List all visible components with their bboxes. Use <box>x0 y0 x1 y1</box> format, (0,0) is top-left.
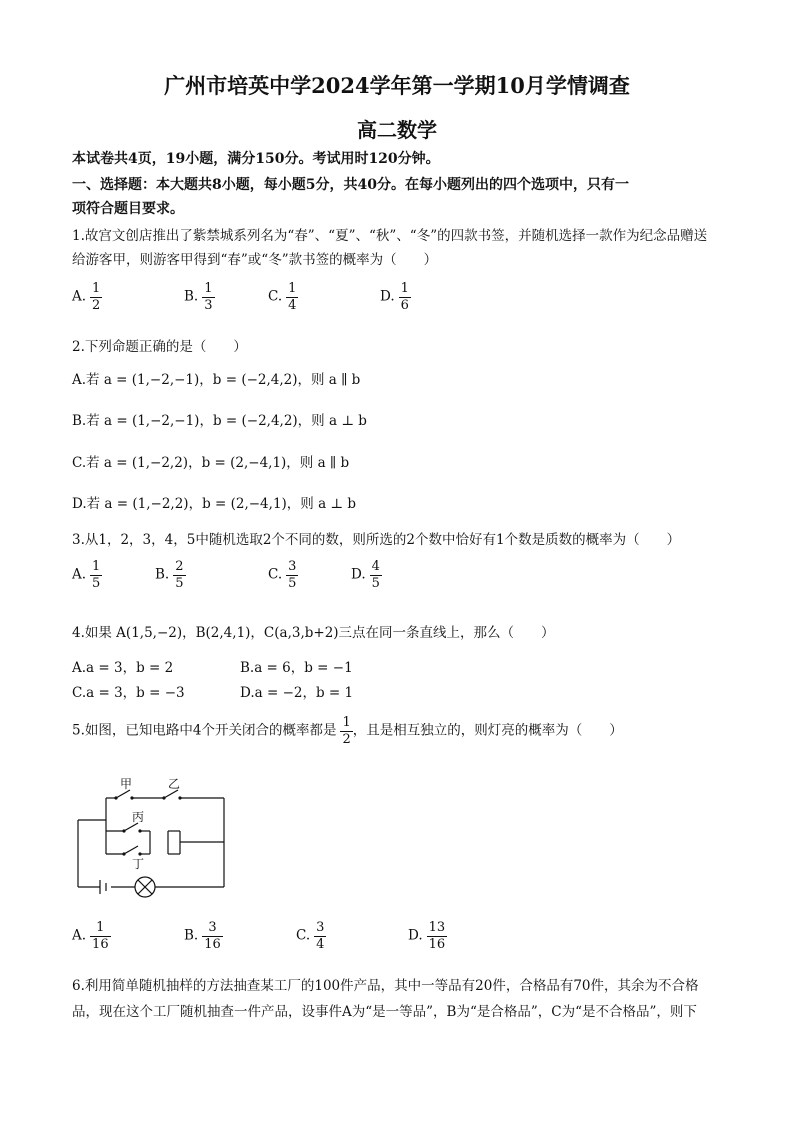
q5-option-d[interactable]: D. $\frac{13}{16}$ <box>408 920 446 952</box>
q5-option-a[interactable]: A. $\frac{1}{16}$ <box>72 920 109 952</box>
switch-label-ding: 丁 <box>132 857 145 871</box>
q6-stem-line2: 品，现在这个工厂随机抽查一件产品，设事件A为“是一等品”，B为“是合格品”，C为“是不合格品”，则下 <box>72 1004 697 1020</box>
q2-option-a[interactable]: A.若 a = (1,−2,−1)，b = (−2,4,2)，则 a ∥ b <box>72 372 361 388</box>
fraction: $\frac{1}{2}$ <box>92 281 101 313</box>
q4-option-b[interactable]: B.a = 6，b = −1 <box>240 660 353 676</box>
switch-contact <box>114 796 117 799</box>
switch-contact <box>178 796 181 799</box>
circuit-diagram <box>70 776 240 901</box>
section1-heading-line2: 项符合题目要求。 <box>72 201 184 217</box>
q1-option-b[interactable]: B. $\frac{1}{3}$ <box>184 281 213 313</box>
fraction: $\frac{1}{5}$ <box>92 559 101 591</box>
fraction: $\frac{4}{5}$ <box>371 559 380 591</box>
q3-stem: 3.从1，2，3，4，5中随机选取2个不同的数，则所选的2个数中恰好有1个数是质数的概率为（ ） <box>72 532 681 548</box>
q2-stem: 2.下列命题正确的是（ ） <box>72 339 247 355</box>
q3-option-b[interactable]: B. $\frac{2}{5}$ <box>155 559 184 591</box>
q1-stem-line2: 给游客甲，则游客甲得到“春”或“冬”款书签的概率为（ ） <box>72 252 438 268</box>
fraction: $\frac{3}{5}$ <box>288 559 297 591</box>
fraction: $\frac{13}{16}$ <box>428 920 446 952</box>
exam-title: 广州市培英中学2024学年第一学期10月学情调查 <box>164 73 630 98</box>
q4-option-d[interactable]: D.a = −2，b = 1 <box>240 685 354 701</box>
q2-option-c[interactable]: C.若 a = (1,−2,2)，b = (2,−4,1)，则 a ∥ b <box>72 455 350 471</box>
switch-contact <box>130 796 133 799</box>
switch-contact <box>122 829 125 832</box>
switch-label-bing: 丙 <box>132 810 145 824</box>
q1-option-c[interactable]: C. $\frac{1}{4}$ <box>268 281 297 313</box>
switch-contact <box>122 852 125 855</box>
q5-option-b[interactable]: B. $\frac{3}{16}$ <box>184 920 221 952</box>
q1-option-a[interactable]: A. $\frac{1}{2}$ <box>72 281 101 313</box>
switch-contact <box>138 852 141 855</box>
q4-stem: 4.如果 A(1,5,−2)，B(2,4,1)，C(a,3,b+2)三点在同一条直线上，那么（ ） <box>72 625 555 641</box>
fraction: $\frac{3}{16}$ <box>204 920 221 952</box>
switch-ding <box>124 846 138 854</box>
switch-label-yi: 乙 <box>168 777 181 791</box>
q5-option-c[interactable]: C. $\frac{3}{4}$ <box>296 920 325 952</box>
switch-contact <box>162 796 165 799</box>
q3-option-a[interactable]: A. $\frac{1}{5}$ <box>72 559 101 591</box>
switch-contact <box>138 829 141 832</box>
q5-stem: 5.如图，已知电路中4个开关闭合的概率都是 $\frac{1}{2}$ ，且是相互独立的，则灯亮的概率为（ ） <box>72 715 623 747</box>
q1-stem-line1: 1.故宫文创店推出了紫禁城系列名为“春”、“夏”、“秋”、“冬”的四款书签，并随机选择一款作为纪念品赠送 <box>72 228 708 244</box>
exam-info: 本试卷共4页，19小题，满分150分。考试用时120分钟。 <box>72 151 440 167</box>
fraction: $\frac{1}{6}$ <box>400 281 409 313</box>
q4-option-c[interactable]: C.a = 3，b = −3 <box>72 685 185 701</box>
fraction: $\frac{1}{2}$ <box>342 715 351 747</box>
q2-option-b[interactable]: B.若 a = (1,−2,−1)，b = (−2,4,2)，则 a ⊥ b <box>72 413 367 429</box>
section1-heading-line1: 一、选择题：本大题共8小题，每小题5分，共40分。在每小题列出的四个选项中，只有一 <box>72 177 629 193</box>
q3-option-d[interactable]: D. $\frac{4}{5}$ <box>351 559 380 591</box>
fraction: $\frac{3}{4}$ <box>316 920 325 952</box>
q1-option-d[interactable]: D. $\frac{1}{6}$ <box>380 281 409 313</box>
fraction: $\frac{1}{3}$ <box>204 281 213 313</box>
q4-option-a[interactable]: A.a = 3，b = 2 <box>72 660 174 676</box>
q3-option-c[interactable]: C. $\frac{3}{5}$ <box>268 559 297 591</box>
fraction: $\frac{1}{16}$ <box>92 920 109 952</box>
q2-option-d[interactable]: D.若 a = (1,−2,2)，b = (2,−4,1)，则 a ⊥ b <box>72 496 357 512</box>
switch-yi <box>164 790 178 798</box>
q6-stem-line1: 6.利用简单随机抽样的方法抽查某工厂的100件产品，其中一等品有20件，合格品有70件，其余为不合格 <box>72 978 699 994</box>
switch-label-jia: 甲 <box>120 777 133 791</box>
exam-subject: 高二数学 <box>357 118 437 142</box>
switch-jia <box>116 790 130 798</box>
switch-bing <box>124 823 138 831</box>
fraction: $\frac{1}{4}$ <box>288 281 297 313</box>
fraction: $\frac{2}{5}$ <box>175 559 184 591</box>
